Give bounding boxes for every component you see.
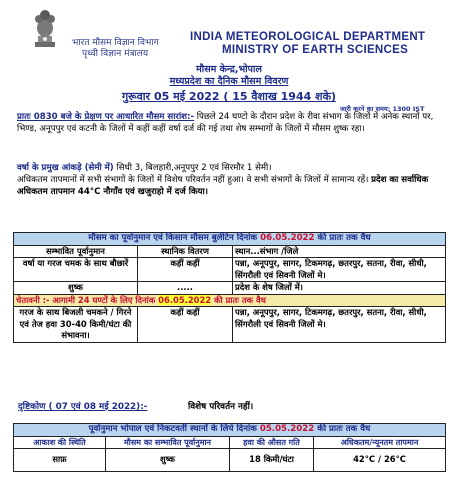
- col-expected-forecast: सम्भावित पूर्वानुमान: [14, 245, 138, 258]
- warning-places: पन्ना, अनूपपुर, सागर, टिकमगढ़, छतरपुर, सतना, रीवा, सीधी, सिंगरौली एवं सिवनी जिलों मे।: [233, 307, 446, 343]
- row1-forecast: वर्षा या गरज चमक के साथ बौछारें: [14, 258, 138, 282]
- ministry-hindi-line2: पृथ्वी विज्ञान मंत्रालय: [82, 49, 149, 59]
- forecast-title-text: मौसम का पूर्वानुमान एवं किसान मौसम बुलेटिन दिनांक: [88, 233, 258, 243]
- row2-places: प्रदेश के शेष जिलों में।: [233, 282, 446, 295]
- col-sky-condition: आकाश की स्थिति: [14, 436, 106, 449]
- max-temperature-text: प्रदेश का सर्वाधिक अधिकतम तापमान 44°C नौगाँव एवं खजुराहो में दर्ज किया।: [17, 174, 429, 197]
- wind-value: 18 किमी/घंटा: [230, 449, 314, 472]
- warning-title-date: 06.05.2022: [158, 294, 212, 305]
- table-row: [14, 449, 446, 472]
- city-title-text: पूर्वानुमान भोपाल एवं निकटवर्ती स्थानों के लिये दिनांक: [88, 424, 257, 434]
- col-wind-speed: हवा की औसत गति: [230, 436, 314, 449]
- row1-places: पन्ना, अनूपपुर, सागर, टिकमगढ़, छतरपुर, सतना, रीवा, सीधी, सिंगरौली एवं सिवनी जिलों मे।: [233, 258, 446, 282]
- row1-distribution: कहीं कहीं: [138, 258, 233, 282]
- ministry-title: MINISTRY OF EARTH SCIENCES: [222, 44, 409, 56]
- ministry-hindi-line1: भारत मौसम विज्ञान विभाग: [72, 38, 159, 48]
- city-table-title: [14, 424, 446, 437]
- temperature-value: 42°C / 26°C: [314, 449, 446, 472]
- outlook-text: विशेष परिवर्तन नहीं।: [188, 402, 254, 412]
- summary-text: पिछले 24 घण्टो के दौरान प्रदेश के रीवा संभाग के जिलों में अनेक स्थानों पर, भिण्ड, अनूपपुर एवं कटनी के जिलों में कहीं कहीं वर्षा दर्ज की गई तथा शेष सम्भागों के जिलों में मौसम शुष्क रहा।: [17, 112, 434, 134]
- issue-time: जारी करने का समय: 1300 IST: [340, 105, 425, 113]
- national-emblem-icon: [30, 6, 60, 50]
- bulletin-date: गुरूवार 05 मई 2022 ( 15 वैशाख 1944 शके): [121, 90, 337, 103]
- col-weather-forecast: मौसम का सम्भावित पूर्वानुमान: [106, 436, 230, 449]
- city-title-date: 05.05.2022: [259, 424, 315, 434]
- summary-lead: प्रातः 0830 बजे के प्रेक्षण पर आधारित मौसम सारांश:-: [17, 112, 195, 122]
- col-places: स्थान...संभाग /जिले: [233, 245, 446, 258]
- row2-distribution: .....: [138, 282, 233, 295]
- forecast-table: [13, 232, 446, 343]
- warning-title-text: चेतावनी :- आगामी 24 घण्टों के लिए दिनांक: [16, 294, 156, 305]
- rainfall-temperature-paragraph: [17, 163, 445, 198]
- forecast-table-title-row: [14, 233, 446, 246]
- warning-title: [14, 294, 446, 307]
- table-row: [14, 258, 446, 282]
- col-spatial-distribution: स्थानिक वितरण: [138, 245, 233, 258]
- rainfall-lead: वर्षा के प्रमुख आंकड़े (सेमी में): [17, 163, 114, 173]
- row2-forecast: शुष्क: [14, 282, 138, 295]
- department-title: INDIA METEOROLOGICAL DEPARTMENT: [190, 31, 426, 43]
- forecast-table-title: [14, 233, 446, 246]
- warning-forecast: गरज के साथ बिजली चमकने / गिरने एवं तेज हवा 30-40 किमी/घंटा की संभावना।: [14, 307, 138, 343]
- city-forecast-table: [13, 423, 446, 472]
- bulletin-title: मध्यप्रदेश का दैनिक मौसम विवरण: [169, 76, 289, 87]
- table-row: [14, 282, 446, 295]
- col-max-min-temp: अधिकतम/न्यूनतम तापमान: [314, 436, 446, 449]
- sky-value: साफ़: [14, 449, 106, 472]
- forecast-title-date: 06.05.2022: [260, 233, 315, 243]
- center-name: मौसम केन्द्र,भोपाल: [196, 64, 262, 75]
- forecast-title-validity: की प्रातः तक वैध: [317, 233, 371, 243]
- warning-distribution: कहीं कहीं: [138, 307, 233, 343]
- city-table-title-row: [14, 424, 446, 437]
- forecast-header-row: [14, 245, 446, 258]
- table-row: [14, 307, 446, 343]
- warning-title-row: [14, 294, 446, 307]
- weather-value: शुष्क: [106, 449, 230, 472]
- city-header-row: [14, 436, 446, 449]
- warning-title-validity: की प्रातः तक वैध: [214, 294, 266, 305]
- outlook-label: दृष्टिकोण ( 07 एवं 08 मई 2022):-: [18, 402, 148, 412]
- weather-summary-paragraph: [17, 112, 445, 136]
- rainfall-text: सिधी 3, बिलहारी,अनूपपुर 2 एवं सिरमौर 1 सेमी।: [113, 163, 272, 173]
- city-title-validity: की प्रातः तक वैध: [317, 424, 371, 434]
- temperature-text: अधिकतम तापमानों में सभी संभागों के जिलों में विशेष परिवर्तन नहीं हुआ। वे सभी संभागों के जिलों में सामान्य रहें।: [17, 174, 372, 185]
